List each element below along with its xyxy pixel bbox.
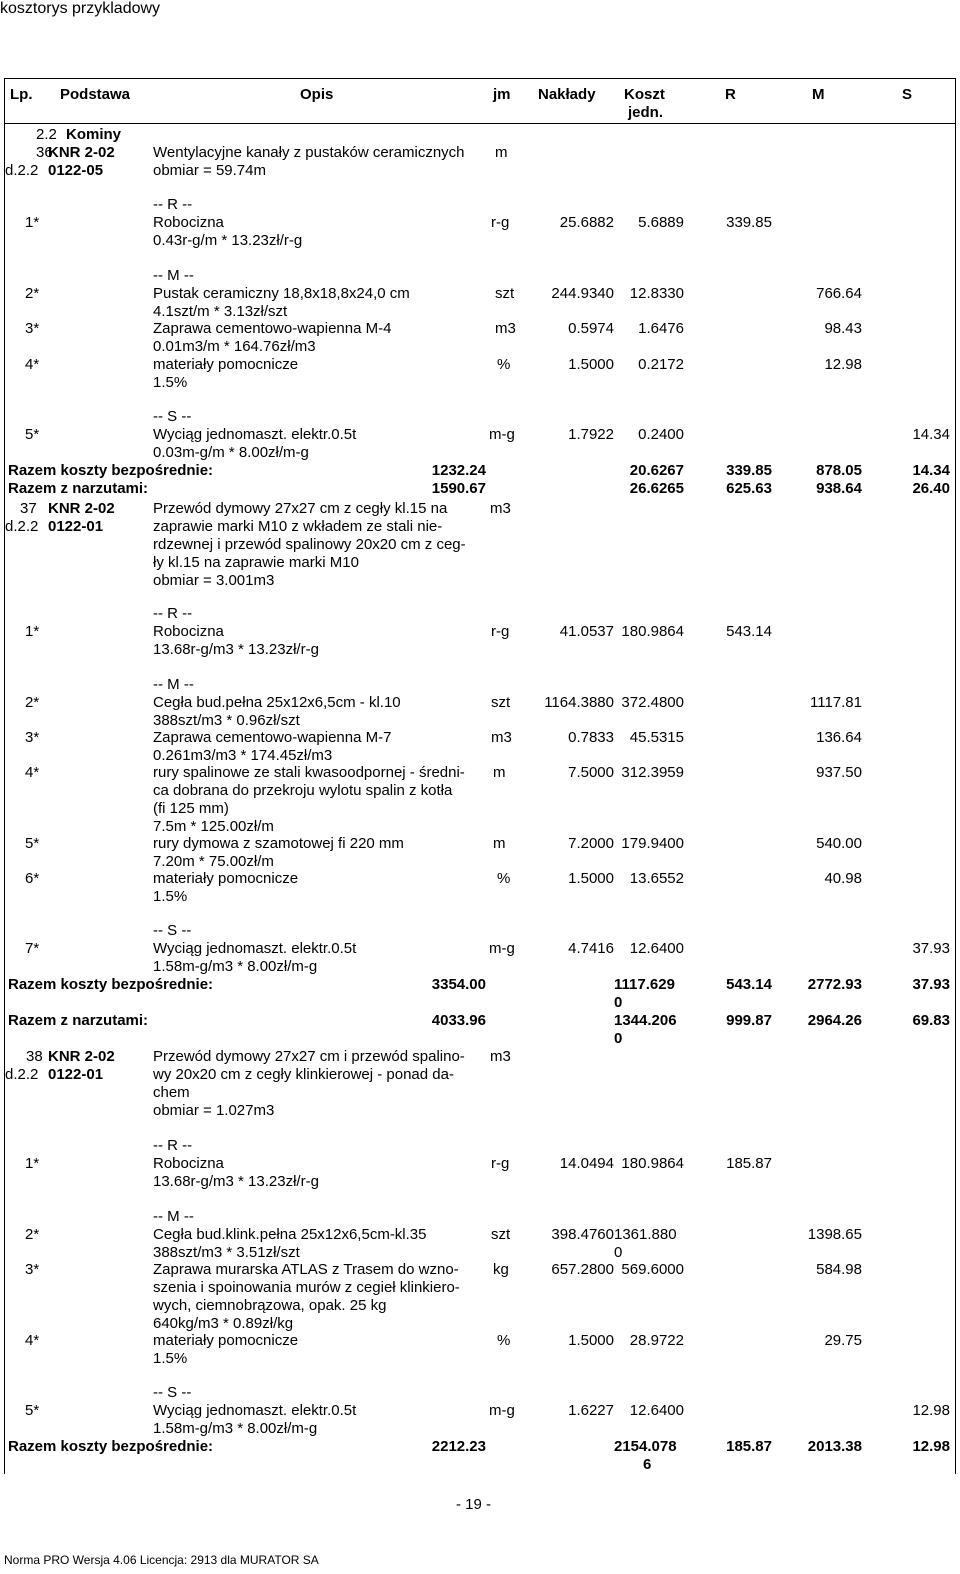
pos38-m3-formula: 640kg/m3 * 0.89zł/kg: [153, 1315, 294, 1332]
pos38-r-heading: -- R --: [153, 1137, 193, 1154]
pos37-total-direct-value: 3354.00: [431, 976, 486, 993]
pos38-lp-chapter: d.2.2: [5, 1066, 39, 1083]
pos36-m4-naklady: 1.5000: [568, 356, 614, 373]
pos38-s5-formula: 1.58m-g/m3 * 8.00zł/m-g: [153, 1420, 318, 1437]
pos36-obmiar: obmiar = 59.74m: [153, 162, 266, 179]
pos38-total-direct-s: 12.98: [912, 1438, 950, 1455]
pos37-m6-m: 40.98: [824, 870, 862, 887]
pos36-jm: m: [495, 144, 508, 161]
pos36-total-direct-s: 14.34: [912, 462, 950, 479]
pos37-s7-s: 37.93: [912, 940, 950, 957]
pos36-total-direct-m: 878.05: [816, 462, 862, 479]
pos38-opis-line: wy 20x20 cm z cegły klinkierowej - ponad da-: [153, 1066, 454, 1083]
table-right-border: [955, 78, 956, 1474]
pos36-m3-name: Zaprawa cementowo-wapienna M-4: [153, 320, 392, 337]
pos37-opis-line: zaprawie marki M10 z wkładem ze stali nie-: [153, 518, 443, 535]
pos38-m2-m: 1398.65: [807, 1226, 862, 1243]
pos36-m3-koszt: 1.6476: [638, 320, 684, 337]
pos36-m2-koszt: 12.8330: [629, 285, 684, 302]
header-lp: Lp.: [10, 86, 33, 103]
pos37-s7-koszt: 12.6400: [629, 940, 684, 957]
pos36-total-markup-s: 26.40: [912, 480, 950, 497]
pos37-lp-chapter: d.2.2: [5, 518, 39, 535]
pos36-m4-lp: 4*: [25, 356, 40, 373]
pos37-m4-naklady: 7.5000: [568, 764, 614, 781]
pos37-m2-m: 1117.81: [810, 694, 862, 711]
pos36-r1-jm: r-g: [491, 214, 510, 231]
pos37-m6-koszt: 13.6552: [629, 870, 684, 887]
pos37-m6-lp: 6*: [25, 870, 40, 887]
pos37-m6-naklady: 1.5000: [568, 870, 614, 887]
pos37-m5-formula: 7.20m * 75.00zł/m: [153, 853, 274, 870]
pos38-podstawa: KNR 2-02: [48, 1048, 115, 1065]
pos37-lp: 37: [20, 500, 37, 517]
pos37-opis-line: rdzewnej i przewód spalinowy 20x20 cm z ceg-: [153, 536, 466, 553]
pos38-m2-name: Cegła bud.klink.pełna 25x12x6,5cm-kl.35: [153, 1226, 427, 1243]
header-opis: Opis: [300, 86, 334, 103]
pos37-m3-jm: m3: [491, 729, 512, 746]
pos37-total-markup-m: 2964.26: [807, 1012, 862, 1029]
pos37-m5-koszt: 179.9400: [621, 835, 684, 852]
pos37-m4-line: ca dobrana do przekroju wylotu spalin z kotła: [153, 782, 453, 799]
pos37-m2-jm: szt: [491, 694, 511, 711]
header-bottom-border: [4, 123, 956, 124]
pos36-m3-lp: 3*: [25, 320, 40, 337]
pos38-obmiar: obmiar = 1.027m3: [153, 1102, 275, 1119]
pos37-m5-naklady: 7.2000: [568, 835, 614, 852]
pos36-m4-jm: %: [497, 356, 511, 373]
pos37-s7-lp: 7*: [25, 940, 40, 957]
document-title: kosztorys przykladowy: [0, 0, 161, 17]
pos37-s7-naklady: 4.7416: [568, 940, 614, 957]
pos36-s5-formula: 0.03m-g/m * 8.00zł/m-g: [153, 444, 309, 461]
pos38-m3-line: Zaprawa murarska ATLAS z Trasem do wzno-: [153, 1261, 459, 1278]
pos37-m4-jm: m: [493, 764, 506, 781]
pos37-m5-jm: m: [493, 835, 506, 852]
pos36-total-direct-label: Razem koszty bezpośrednie:: [8, 462, 214, 479]
pos38-m2-naklady: 398.4760: [551, 1226, 614, 1243]
pos36-lp-chapter: d.2.2: [5, 162, 39, 179]
pos37-m-heading: -- M --: [153, 676, 194, 693]
pos36-m3-formula: 0.01m3/m * 164.76zł/m3: [153, 338, 316, 355]
pos37-total-markup-unit: 1344.206: [614, 1012, 677, 1029]
pos38-m2-jm: szt: [491, 1226, 511, 1243]
pos36-m2-naklady: 244.9340: [551, 285, 614, 302]
table-left-border: [4, 78, 5, 1474]
pos37-r-heading: -- R --: [153, 605, 193, 622]
pos37-podstawa-code: 0122-01: [48, 518, 104, 535]
pos37-r1-lp: 1*: [25, 623, 40, 640]
pos38-m4-lp: 4*: [25, 1332, 40, 1349]
pos36-podstawa: KNR 2-02: [48, 144, 115, 161]
pos36-s5-lp: 5*: [25, 426, 40, 443]
pos38-m3-jm: kg: [493, 1261, 509, 1278]
pos36-m4-formula: 1.5%: [153, 374, 188, 391]
table-top-border: [4, 78, 956, 79]
pos36-r1-naklady: 25.6882: [559, 214, 614, 231]
pos38-s5-jm: m-g: [489, 1402, 515, 1419]
pos38-m3-lp: 3*: [25, 1261, 40, 1278]
pos36-total-markup-m: 938.64: [816, 480, 862, 497]
pos37-total-direct-m: 2772.93: [807, 976, 862, 993]
pos37-obmiar: obmiar = 3.001m3: [153, 572, 275, 589]
pos38-total-direct-unit-cont: 6: [643, 1456, 652, 1473]
pos38-s5-koszt: 12.6400: [629, 1402, 684, 1419]
pos38-podstawa-code: 0122-01: [48, 1066, 104, 1083]
pos38-m2-lp: 2*: [25, 1226, 40, 1243]
pos37-total-direct-label: Razem koszty bezpośrednie:: [8, 976, 214, 993]
section-name: Kominy: [66, 126, 122, 143]
pos38-opis-line: Przewód dymowy 27x27 cm i przewód spalino-: [153, 1048, 465, 1065]
pos38-total-direct-value: 2212.23: [431, 1438, 486, 1455]
pos37-m3-formula: 0.261m3/m3 * 174.45zł/m3: [153, 747, 333, 764]
pos38-m4-koszt: 28.9722: [629, 1332, 684, 1349]
pos36-s5-jm: m-g: [489, 426, 515, 443]
header-jedn: jedn.: [628, 104, 664, 121]
pos36-m2-formula: 4.1szt/m * 3.13zł/szt: [153, 303, 288, 320]
pos37-total-markup-s: 69.83: [912, 1012, 950, 1029]
pos37-s-heading: -- S --: [153, 922, 192, 939]
pos36-opis: Wentylacyjne kanały z pustaków ceramicznych: [153, 144, 465, 161]
pos36-m2-m: 766.64: [816, 285, 862, 302]
pos38-total-direct-label: Razem koszty bezpośrednie:: [8, 1438, 214, 1455]
pos38-s5-s: 12.98: [912, 1402, 950, 1419]
section-number: 2.2: [36, 126, 57, 143]
pos38-r1-lp: 1*: [25, 1155, 40, 1172]
pos37-total-markup-unit-cont: 0: [614, 1030, 623, 1047]
pos37-m2-name: Cegła bud.pełna 25x12x6,5cm - kl.10: [153, 694, 401, 711]
pos36-m2-lp: 2*: [25, 285, 40, 302]
pos37-s7-formula: 1.58m-g/m3 * 8.00zł/m-g: [153, 958, 318, 975]
pos37-opis-line: ły kl.15 na zaprawie marki M10: [153, 554, 359, 571]
pos36-r1-name: Robocizna: [153, 214, 224, 231]
pos38-m4-naklady: 1.5000: [568, 1332, 614, 1349]
pos38-m3-line: wych, ciemnobrązowa, opak. 25 kg: [153, 1297, 387, 1314]
pos37-m5-lp: 5*: [25, 835, 40, 852]
pos36-total-direct-unit: 20.6267: [629, 462, 684, 479]
pos37-total-direct-s: 37.93: [912, 976, 950, 993]
pos36-m3-naklady: 0.5974: [568, 320, 614, 337]
pos38-r1-naklady: 14.0494: [559, 1155, 614, 1172]
pos38-m-heading: -- M --: [153, 1208, 194, 1225]
pos37-podstawa: KNR 2-02: [48, 500, 115, 517]
pos37-m6-formula: 1.5%: [153, 888, 188, 905]
footer-license: Norma PRO Wersja 4.06 Licencja: 2913 dla MURATOR SA: [4, 1553, 319, 1567]
pos38-total-direct-m: 2013.38: [807, 1438, 862, 1455]
header-jm: jm: [493, 86, 511, 103]
pos37-m2-koszt: 372.4800: [621, 694, 684, 711]
pos37-opis-line: Przewód dymowy 27x27 cm z cegły kl.15 na: [153, 500, 448, 517]
pos38-m3-line: szenia i spoinowania murów z cegieł klinkiero-: [153, 1279, 460, 1296]
pos37-m3-m: 136.64: [816, 729, 862, 746]
pos37-m4-line: (fi 125 mm): [153, 800, 229, 817]
pos36-s5-name: Wyciąg jednomaszt. elektr.0.5t: [153, 426, 357, 443]
pos37-m4-lp: 4*: [25, 764, 40, 781]
pos36-r1-formula: 0.43r-g/m * 13.23zł/r-g: [153, 232, 303, 249]
pos37-m5-m: 540.00: [816, 835, 862, 852]
pos36-total-markup-value: 1590.67: [431, 480, 486, 497]
pos36-r-heading: -- R --: [153, 196, 193, 213]
pos37-total-markup-label: Razem z narzutami:: [8, 1012, 149, 1029]
pos36-total-direct-r: 339.85: [726, 462, 772, 479]
pos38-m2-koszt: 1361.880: [614, 1226, 677, 1243]
pos37-m4-formula: 7.5m * 125.00zł/m: [153, 818, 274, 835]
pos38-m4-formula: 1.5%: [153, 1350, 188, 1367]
header-koszt: Koszt: [624, 86, 665, 103]
pos38-opis-line: chem: [153, 1084, 190, 1101]
pos37-r1-koszt: 180.9864: [621, 623, 684, 640]
pos36-s5-koszt: 0.2400: [638, 426, 684, 443]
pos37-m6-name: materiały pomocnicze: [153, 870, 299, 887]
pos36-r1-koszt: 5.6889: [638, 214, 684, 231]
pos38-total-direct-r: 185.87: [726, 1438, 772, 1455]
header-naklady: Nakłady: [538, 86, 596, 103]
pos37-s7-name: Wyciąg jednomaszt. elektr.0.5t: [153, 940, 357, 957]
pos36-m2-jm: szt: [495, 285, 515, 302]
pos37-total-direct-unit: 1117.629: [614, 976, 675, 993]
pos36-total-markup-unit: 26.6265: [629, 480, 684, 497]
pos37-m3-koszt: 45.5315: [629, 729, 684, 746]
pos37-m4-m: 937.50: [816, 764, 862, 781]
pos37-m2-naklady: 1164.3880: [544, 694, 614, 711]
pos38-r1-koszt: 180.9864: [621, 1155, 684, 1172]
pos36-m3-m: 98.43: [824, 320, 862, 337]
pos36-total-markup-label: Razem z narzutami:: [8, 480, 149, 497]
pos36-m4-koszt: 0.2172: [638, 356, 684, 373]
header-m: M: [812, 86, 825, 103]
page-number: - 19 -: [456, 1496, 492, 1513]
pos37-m3-naklady: 0.7833: [568, 729, 614, 746]
pos37-jm: m3: [490, 500, 511, 517]
pos38-m2-koszt-cont: 0: [614, 1244, 623, 1261]
pos37-total-direct-r: 543.14: [726, 976, 772, 993]
pos36-r1-lp: 1*: [25, 214, 40, 231]
pos38-r1-r: 185.87: [726, 1155, 772, 1172]
pos37-m3-name: Zaprawa cementowo-wapienna M-7: [153, 729, 392, 746]
pos37-m2-lp: 2*: [25, 694, 40, 711]
header-podstawa: Podstawa: [60, 86, 131, 103]
pos36-total-markup-r: 625.63: [726, 480, 772, 497]
pos37-r1-name: Robocizna: [153, 623, 224, 640]
pos38-m3-naklady: 657.2800: [551, 1261, 614, 1278]
pos37-m3-lp: 3*: [25, 729, 40, 746]
pos36-m4-m: 12.98: [824, 356, 862, 373]
pos37-m4-koszt: 312.3959: [621, 764, 684, 781]
pos36-m3-jm: m3: [495, 320, 516, 337]
pos38-m4-jm: %: [497, 1332, 511, 1349]
pos38-s5-lp: 5*: [25, 1402, 40, 1419]
pos36-total-direct-value: 1232.24: [431, 462, 486, 479]
pos38-r1-name: Robocizna: [153, 1155, 224, 1172]
pos37-total-markup-value: 4033.96: [431, 1012, 486, 1029]
pos37-s7-jm: m-g: [489, 940, 515, 957]
pos36-s5-naklady: 1.7922: [568, 426, 614, 443]
pos38-s5-naklady: 1.6227: [568, 1402, 614, 1419]
pos36-r1-r: 339.85: [726, 214, 772, 231]
pos36-lp: 36: [36, 144, 53, 161]
pos37-total-direct-unit-cont: 0: [614, 994, 623, 1011]
pos36-m-heading: -- M --: [153, 267, 194, 284]
header-s: S: [902, 86, 913, 103]
pos36-podstawa-code: 0122-05: [48, 162, 104, 179]
pos38-r1-formula: 13.68r-g/m3 * 13.23zł/r-g: [153, 1173, 319, 1190]
pos38-m3-m: 584.98: [816, 1261, 862, 1278]
pos36-m4-name: materiały pomocnicze: [153, 356, 299, 373]
pos38-jm: m3: [490, 1048, 511, 1065]
pos38-m4-name: materiały pomocnicze: [153, 1332, 299, 1349]
pos36-m2-name: Pustak ceramiczny 18,8x18,8x24,0 cm: [153, 285, 410, 302]
pos37-m6-jm: %: [497, 870, 511, 887]
pos37-m2-formula: 388szt/m3 * 0.96zł/szt: [153, 712, 300, 729]
pos36-s-heading: -- S --: [153, 408, 192, 425]
pos37-r1-naklady: 41.0537: [559, 623, 614, 640]
pos38-m3-koszt: 569.6000: [621, 1261, 684, 1278]
pos37-r1-jm: r-g: [491, 623, 510, 640]
pos37-r1-r: 543.14: [726, 623, 772, 640]
pos38-m2-formula: 388szt/m3 * 3.51zł/szt: [153, 1244, 300, 1261]
header-r: R: [725, 86, 736, 103]
pos38-m4-m: 29.75: [824, 1332, 862, 1349]
pos37-r1-formula: 13.68r-g/m3 * 13.23zł/r-g: [153, 641, 319, 658]
pos38-total-direct-unit: 2154.078: [614, 1438, 677, 1455]
pos38-s-heading: -- S --: [153, 1384, 192, 1401]
pos36-s5-s: 14.34: [912, 426, 950, 443]
pos37-m5-name: rury dymowa z szamotowej fi 220 mm: [153, 835, 404, 852]
pos38-lp: 38: [26, 1048, 43, 1065]
pos37-m4-line: rury spalinowe ze stali kwasoodpornej - średni-: [153, 764, 465, 781]
pos38-s5-name: Wyciąg jednomaszt. elektr.0.5t: [153, 1402, 357, 1419]
pos37-total-markup-r: 999.87: [726, 1012, 772, 1029]
pos38-r1-jm: r-g: [491, 1155, 510, 1172]
